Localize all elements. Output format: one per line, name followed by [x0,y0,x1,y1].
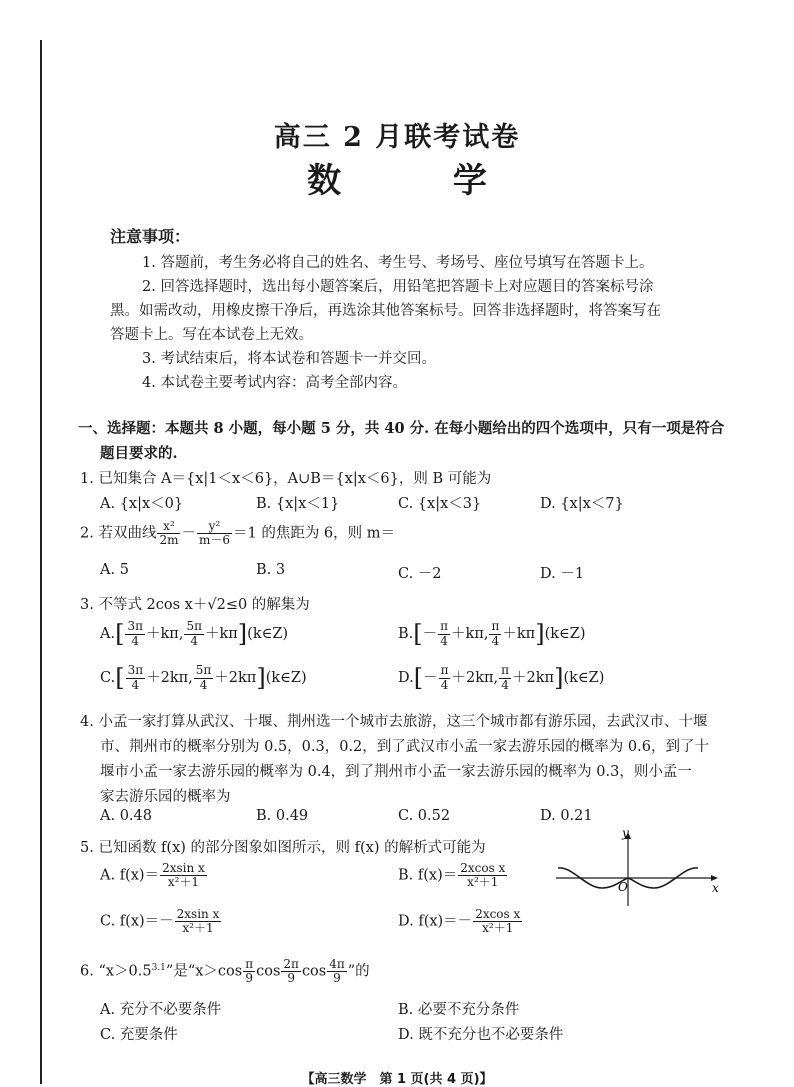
q1-option-b: B. {x|x＜1} [256,496,340,512]
note-item: 黑。如需改动，用橡皮擦干净后，再选涂其他答案标号。回答非选择题时，将答案写在 [110,303,661,319]
q4-option-d: D. 0.21 [540,808,593,824]
note-item: 2. 回答选择题时，选出每小题答案后，用铅笔把答题卡上对应题目的答案标号涂 [142,279,654,295]
q5-function-graph [552,828,722,908]
q4-option-c: C. 0.52 [398,808,451,824]
subject-title: 数 学 [307,161,537,201]
q1-option-c: C. {x|x＜3} [398,496,482,512]
q5-option-a: A. f(x)＝ $\frac{\text{2xsin x}}{\text{x²＋1}}$ [100,861,205,890]
q2-option-d: D. －1 [540,566,585,582]
q6-stem: 6. “$x>0.5^{3.1}$”是“x＞cos $\frac{\pi}{9}$ cos $\frac{2\pi}{9}$ cos $\frac{4\pi}{9}$ ”的 [80,957,370,986]
q6-option-d: D. 既不充分也不必要条件 [398,1027,564,1043]
exam-title: 高三 2 月联考试卷 [273,122,521,153]
q3-option-a: A.[ $\frac{3\pi}{4}$ ＋kπ, $\frac{5\pi}{4}$ ＋kπ](k∈Z) [100,619,289,648]
q5-stem: 5. 已知函数 f(x) 的部分图象如图所示，则 f(x) 的解析式可能为 [80,840,486,856]
q2-stem: 2. 若双曲线 $\frac{\text{x²}}{2m}$ － $\frac{\text{y²}}{m-6}$ ＝1 的焦距为 6，则 m＝ [80,519,396,548]
q2-fraction-2: $\frac{\text{y²}}{m-6}$ [198,519,230,548]
q2-option-a: A. 5 [100,562,129,578]
q4-line: 4. 小孟一家打算从武汉、十堰、荆州选一个城市去旅游，这三个城市都有游乐园，去武汉市、十堰 [80,714,708,730]
q5-option-d: D. f(x)＝－ $\frac{\text{2xcos x}}{\text{x²＋1}}$ [398,907,521,936]
q6-option-c: C. 充要条件 [100,1027,178,1043]
q5-option-c: C. f(x)＝－ $\frac{\text{2xsin x}}{\text{x²＋1}}$ [100,907,220,936]
q4-line: 家去游乐园的概率为 [100,789,231,805]
note-item: 4. 本试卷主要考试内容：高考全部内容。 [142,375,407,391]
q2-option-b: B. 3 [256,562,286,578]
section-heading-cont: 题目要求的. [100,445,178,462]
q6-option-b: B. 必要不充分条件 [398,1002,520,1018]
q3-stem: 3. 不等式 2cos x＋√2≤0 的解集为 [80,597,310,613]
page-footer: 【高三数学 第 1 页(共 4 页)】 [301,1072,493,1087]
q5-option-b: B. f(x)＝ $\frac{\text{2xcos x}}{\text{x²＋1}}$ [398,861,506,890]
q3-option-b: B.[－ $\frac{\pi}{4}$ ＋kπ, $\frac{\pi}{4}$ ＋kπ](k∈Z) [398,619,586,648]
q3-option-c: C.[ $\frac{3\pi}{4}$ ＋2kπ, $\frac{5\pi}{4}$ ＋2kπ](k∈Z) [100,663,307,692]
notes-heading: 注意事项： [110,227,191,246]
q4-option-a: A. 0.48 [100,808,152,824]
q4-line: 堰市小孟一家去游乐园的概率为 0.4，到了荆州市小孟一家去游乐园的概率为 0.3，则小孟一 [100,764,692,780]
section-heading: 一、选择题：本题共 8 小题，每小题 5 分，共 40 分. 在每小题给出的四个选项中，只有一项是符合 [78,420,725,437]
q1-option-a: A. {x|x＜0} [100,496,184,512]
q2-option-c: C. －2 [398,566,442,582]
note-item: 1. 答题前，考生务必将自己的姓名、考生号、考场号、座位号填写在答题卡上。 [142,255,654,271]
note-item: 答题卡上。写在本试卷上无效。 [110,327,313,343]
q1-stem: 1. 已知集合 A＝{x|1＜x＜6}，A∪B＝{x|x＜6}，则 B 可能为 [80,471,492,487]
origin-label: O [618,880,628,894]
q4-line: 市、荆州市的概率分别为 0.5，0.3，0.2，到了武汉市小孟一家去游乐园的概率为 0.6，到了十 [100,739,709,755]
q1-option-d: D. {x|x＜7} [540,496,624,512]
note-item: 3. 考试结束后，将本试卷和答题卡一并交回。 [142,351,436,367]
x-axis-label: x [712,881,719,895]
q2-fraction-1: $\frac{\text{x²}}{2m}$ [159,519,179,548]
q3-option-d: D.[－ $\frac{\pi}{4}$ ＋2kπ, $\frac{\pi}{4}$ ＋2kπ](k∈Z) [398,663,605,692]
q4-option-b: B. 0.49 [256,808,309,824]
y-axis-label: y [622,828,629,840]
q6-option-a: A. 充分不必要条件 [100,1002,222,1018]
